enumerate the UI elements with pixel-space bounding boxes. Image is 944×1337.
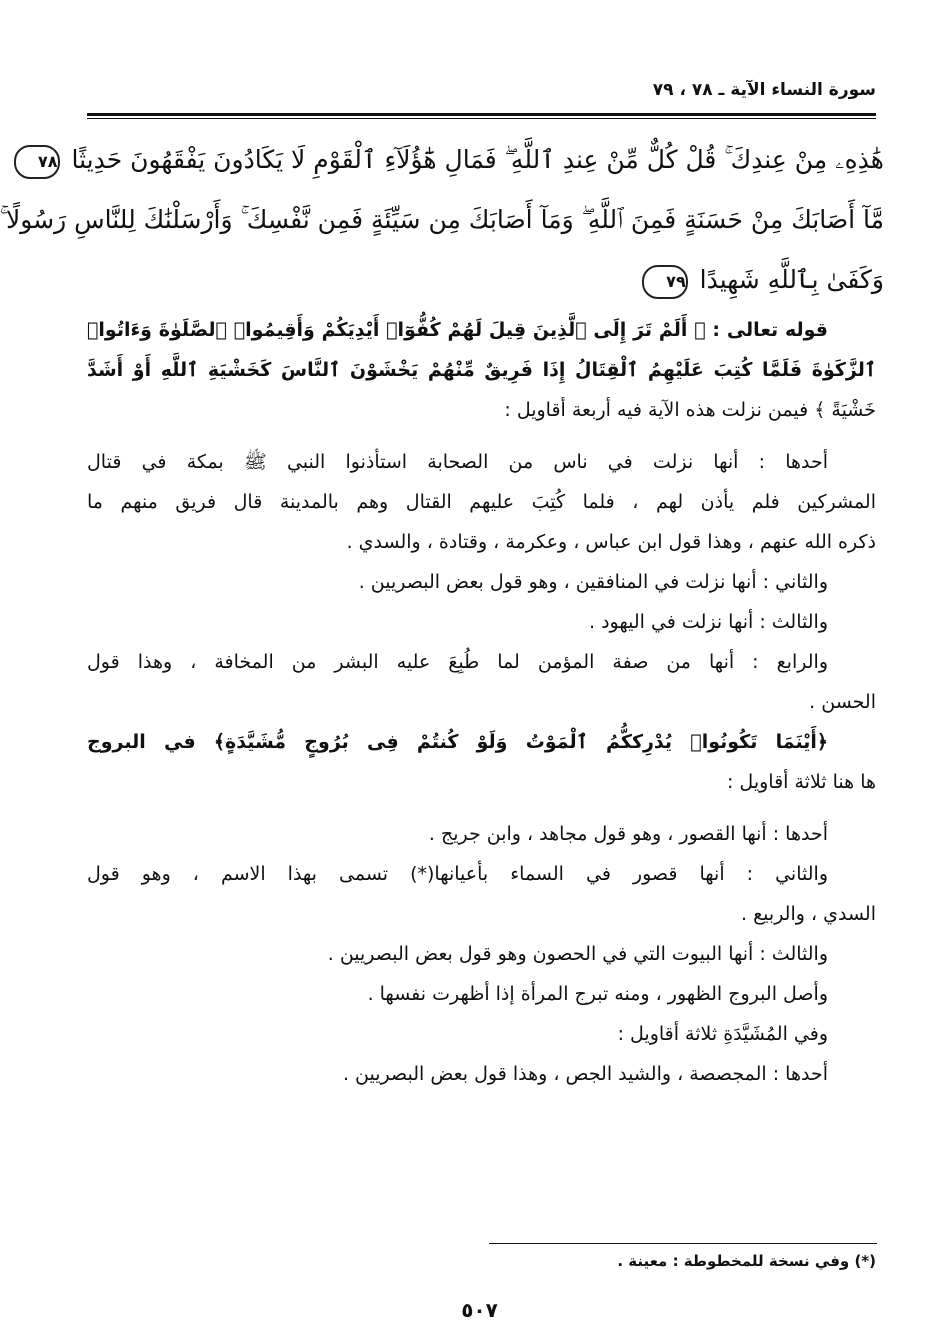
paragraph-line: خَشْيَةً ﴾ فيمن نزلت هذه الآية فيه أربعة أقاويل : xyxy=(504,399,876,421)
paragraph-line: والثاني : أنها قصور في السماء بأعيانها(*) تسمى بهذا الاسم ، وهو قول xyxy=(87,863,828,885)
footnote: (*) وفي نسخة للمخطوطة : معينة . xyxy=(617,1252,876,1270)
quran-verses xyxy=(0,130,884,310)
quran-line-1 xyxy=(38,130,884,190)
quran-text-2: مَّآ أَصَابَكَ مِنْ حَسَنَةٍ فَمِنَ ٱللَّهِ ۖ وَمَآ أَصَابَكَ مِن سَيِّئَةٍ فَمِن نَّفْسِكَ ۚ وَأَرْسَلْنَٰكَ لِلنَّاسِ رَسُولًا ۚ xyxy=(0,205,884,234)
quran-line-2 xyxy=(0,190,884,250)
paragraph-line: والرابع : أنها من صفة المؤمن لما طُبِعَ عليه البشر من المخافة ، وهذا قول xyxy=(87,651,828,673)
paragraph-line: وأصل البروج الظهور ، ومنه تبرج المرأة إذا أظهرت نفسها . xyxy=(367,983,828,1005)
paragraph-line: والثالث : أنها نزلت في اليهود . xyxy=(589,611,828,633)
commentary-body xyxy=(87,310,876,1094)
quran-text-1: هَٰذِهِۦ مِنْ عِندِكَ ۚ قُلْ كُلٌّ مِّنْ عِندِ ٱللَّهِ ۖ فَمَالِ هَٰٓؤُلَآءِ ٱلْقَوْمِ لَا يَكَادُونَ يَفْقَهُونَ حَدِيثًا xyxy=(71,145,884,174)
paragraph-line: ها هنا ثلاثة أقاويل : xyxy=(726,771,876,793)
header-rule xyxy=(87,113,876,116)
paragraph-line: قوله تعالى : ﴿ أَلَمْ تَرَ إِلَى ٱلَّذِينَ قِيلَ لَهُمْ كُفُّوٓا۟ أَيْدِيَكُمْ وَأَقِيمُوا۟ ٱلصَّلَوٰةَ وَءَاتُوا۟ xyxy=(87,319,828,341)
quran-text-3: وَكَفَىٰ بِٱللَّهِ شَهِيدًا xyxy=(699,265,884,294)
paragraph-line: السدي ، والربيع . xyxy=(740,903,876,925)
paragraph-line: أحدها : أنها نزلت في ناس من الصحابة استأذنوا النبي ﷺ بمكة في قتال xyxy=(87,451,828,473)
running-header: سورة النساء الآية ـ ٧٨ ، ٧٩ xyxy=(652,80,876,100)
paragraph-line: ذكره الله عنهم ، وهذا قول ابن عباس ، وعكرمة ، وقتادة ، والسدي . xyxy=(346,531,876,553)
paragraph-line: والثاني : أنها نزلت في المنافقين ، وهو قول بعض البصريين . xyxy=(358,571,828,593)
footnote-rule xyxy=(489,1243,877,1244)
paragraph-line: المشركين فلم يأذن لهم ، فلما كُتِبَ عليهم القتال وهم بالمدينة قال فريق منهم ما xyxy=(87,491,876,513)
page-number: ٥٠٧ xyxy=(461,1298,498,1322)
quran-line-3 xyxy=(81,250,884,310)
ayah-number-79: ٧٩ xyxy=(642,265,688,299)
paragraph-line: ٱلزَّكَوٰةَ فَلَمَّا كُتِبَ عَلَيْهِمُ ٱلْقِتَالُ إِذَا فَرِيقٌ مِّنْهُمْ يَخْشَوْنَ ٱلنَّاسَ كَخَشْيَةِ ٱللَّهِ أَوْ أَشَدَّ xyxy=(87,359,876,381)
paragraph-line: أحدها : المجصصة ، والشيد الجص ، وهذا قول بعض البصريين . xyxy=(342,1063,828,1085)
header-rule-thin xyxy=(87,118,876,119)
paragraph-line: ﴿أَيْنَمَا تَكُونُوا۟ يُدْرِككُّمُ ٱلْمَوْتُ وَلَوْ كُنتُمْ فِى بُرُوجٍ مُّشَيَّدَةٍ﴾ في البروج xyxy=(87,731,828,753)
paragraph-line: وفي المُشَيَّدَةِ ثلاثة أقاويل : xyxy=(617,1023,828,1045)
paragraph-line: والثالث : أنها البيوت التي في الحصون وهو قول بعض البصريين . xyxy=(327,943,828,965)
ayah-number-78: ٧٨ xyxy=(14,145,60,179)
paragraph-line: أحدها : أنها القصور ، وهو قول مجاهد ، وابن جريج . xyxy=(428,823,828,845)
paragraph-line: الحسن . xyxy=(809,691,876,713)
